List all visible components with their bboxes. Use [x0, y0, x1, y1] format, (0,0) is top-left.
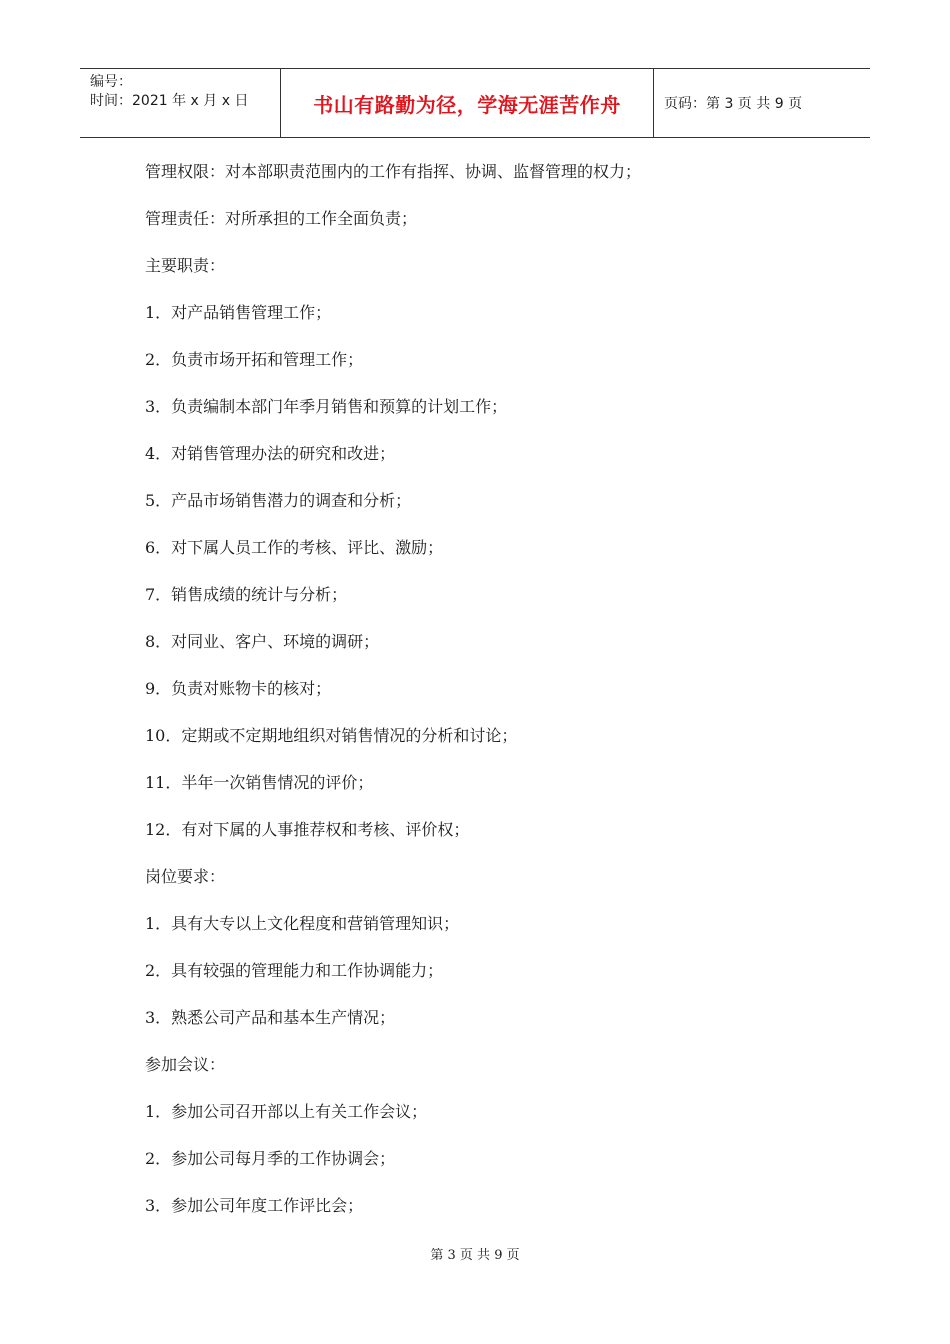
header-meta-cell [80, 69, 281, 137]
footer-page-number: 第 3 页 共 9 页 [430, 1248, 520, 1263]
list-item: 3．参加公司年度工作评比会； [145, 1196, 364, 1215]
list-item: 8．对同业、客户、环境的调研； [145, 632, 380, 651]
page-footer [0, 1244, 950, 1263]
time-label: 时间：2021 年 x 月 x 日 [90, 93, 249, 109]
list-item: 6．对下属人员工作的考核、评比、激励； [145, 538, 444, 557]
body-line: 管理权限：对本部职责范围内的工作有指挥、协调、监督管理的权力； [145, 162, 642, 181]
list-item: 1．参加公司召开部以上有关工作会议； [145, 1102, 428, 1121]
header-page-cell [654, 69, 870, 137]
list-item: 3．熟悉公司产品和基本生产情况； [145, 1008, 396, 1027]
motto-text: 书山有路勤为径，学海无涯苦作舟 [313, 92, 621, 117]
list-item: 1．对产品销售管理工作； [145, 303, 332, 322]
number-label: 编号： [90, 74, 132, 90]
section-heading: 主要职责： [145, 256, 226, 275]
list-item: 12．有对下属的人事推荐权和考核、评价权； [145, 820, 470, 839]
section-heading: 参加会议： [145, 1055, 226, 1074]
body-line: 管理责任：对所承担的工作全面负责； [145, 209, 418, 228]
list-item: 3．负责编制本部门年季月销售和预算的计划工作； [145, 397, 508, 416]
list-item: 2．负责市场开拓和管理工作； [145, 350, 364, 369]
list-item: 9．负责对账物卡的核对； [145, 679, 332, 698]
list-item: 5．产品市场销售潜力的调查和分析； [145, 491, 412, 510]
document-header [80, 68, 870, 138]
list-item: 2．具有较强的管理能力和工作协调能力； [145, 961, 444, 980]
section-heading: 岗位要求： [145, 867, 226, 886]
list-item: 2．参加公司每月季的工作协调会； [145, 1149, 396, 1168]
list-item: 10．定期或不定期地组织对销售情况的分析和讨论； [145, 726, 518, 745]
header-motto-cell [281, 69, 654, 137]
list-item: 11．半年一次销售情况的评价； [145, 773, 374, 792]
list-item: 7．销售成绩的统计与分析； [145, 585, 348, 604]
document-body [145, 155, 865, 1236]
list-item: 4．对销售管理办法的研究和改进； [145, 444, 396, 463]
header-page-info: 页码：第 3 页 共 9 页 [664, 96, 803, 112]
list-item: 1．具有大专以上文化程度和营销管理知识； [145, 914, 460, 933]
